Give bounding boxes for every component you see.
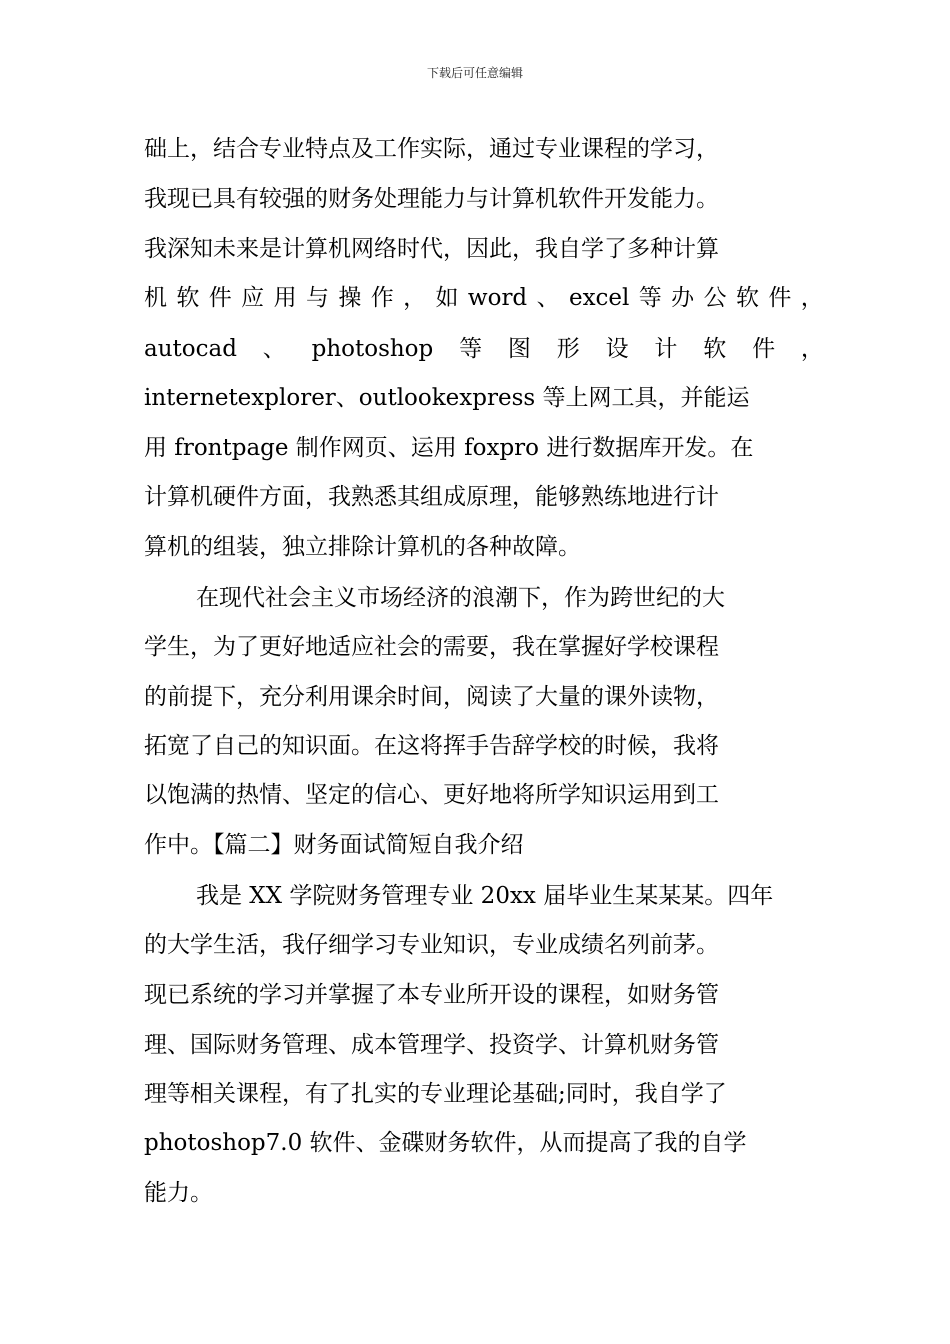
text-token: word	[467, 285, 528, 311]
text-line: 础上，结合专业特点及工作实际，通过专业课程的学习，	[144, 136, 719, 162]
text-token: 软	[735, 285, 759, 311]
text-line: 用 frontpage 制作网页、运用 foxpro 进行数据库开发。在	[144, 435, 754, 461]
text-token: 应	[241, 285, 265, 311]
text-token: excel	[568, 285, 630, 311]
text-line: internetexplorer、outlookexpress 等上网工具，并能运	[144, 385, 750, 411]
text-token: 、	[536, 285, 560, 311]
text-token: 如	[435, 285, 459, 311]
text-token: 计	[654, 336, 678, 362]
text-line: 的前提下，充分利用课余时间，阅读了大量的课外读物，	[144, 684, 719, 710]
text-token: 件	[208, 285, 232, 311]
text-token: 公	[703, 285, 727, 311]
text-token: 用	[273, 285, 297, 311]
text-token: 设	[605, 336, 629, 362]
text-line: 现已系统的学习并掌握了本专业所开设的课程，如财务管	[144, 982, 719, 1008]
text-token: 件	[752, 336, 776, 362]
text-token: 操	[338, 285, 362, 311]
text-token: 与	[305, 285, 329, 311]
text-line: 以饱满的热情、坚定的信心、更好地将所学知识运用到工	[144, 782, 719, 808]
text-line: 我深知未来是计算机网络时代，因此，我自学了多种计算	[144, 236, 719, 262]
text-line	[144, 334, 824, 364]
text-token: ，	[800, 285, 824, 311]
text-token: photoshop	[311, 336, 434, 362]
text-token: ，	[403, 285, 427, 311]
text-line: 作中。【篇二】财务面试简短自我介绍	[144, 832, 524, 858]
text-line: 算机的组装，独立排除计算机的各种故障。	[144, 534, 581, 560]
text-line: 的大学生活，我仔细学习专业知识，专业成绩名列前茅。	[144, 932, 719, 958]
text-token: 软	[703, 336, 727, 362]
text-token: 件	[768, 285, 792, 311]
text-token: 图	[507, 336, 531, 362]
text-token: 等	[459, 336, 483, 362]
text-line: 拓宽了自己的知识面。在这将挥手告辞学校的时候，我将	[144, 733, 719, 759]
text-line: photoshop7.0 软件、金碟财务软件，从而提高了我的自学	[144, 1130, 747, 1156]
text-line: 能力。	[144, 1180, 213, 1206]
text-token: ，	[800, 336, 824, 362]
text-token: autocad	[144, 336, 237, 362]
text-line: 我现已具有较强的财务处理能力与计算机软件开发能力。	[144, 186, 719, 212]
text-line: 学生，为了更好地适应社会的需要，我在掌握好学校课程	[144, 634, 719, 660]
text-token: 软	[176, 285, 200, 311]
text-line: 在现代社会主义市场经济的浪潮下，作为跨世纪的大	[196, 585, 725, 611]
text-line: 理、国际财务管理、成本管理学、投资学、计算机财务管	[144, 1032, 719, 1058]
text-token: 作	[370, 285, 394, 311]
text-line: 我是 XX 学院财务管理专业 20xx 届毕业生某某某。四年	[196, 883, 774, 909]
page-header: 下载后可任意编辑	[426, 66, 523, 80]
text-line	[144, 283, 824, 313]
text-token: 办	[671, 285, 695, 311]
text-line: 计算机硬件方面，我熟悉其组成原理，能够熟练地进行计	[144, 484, 719, 510]
text-line: 理等相关课程，有了扎实的专业理论基础;同时，我自学了	[144, 1081, 727, 1107]
text-token: 形	[556, 336, 580, 362]
text-token: 等	[638, 285, 662, 311]
text-token: 、	[262, 336, 286, 362]
text-token: 机	[144, 285, 167, 311]
